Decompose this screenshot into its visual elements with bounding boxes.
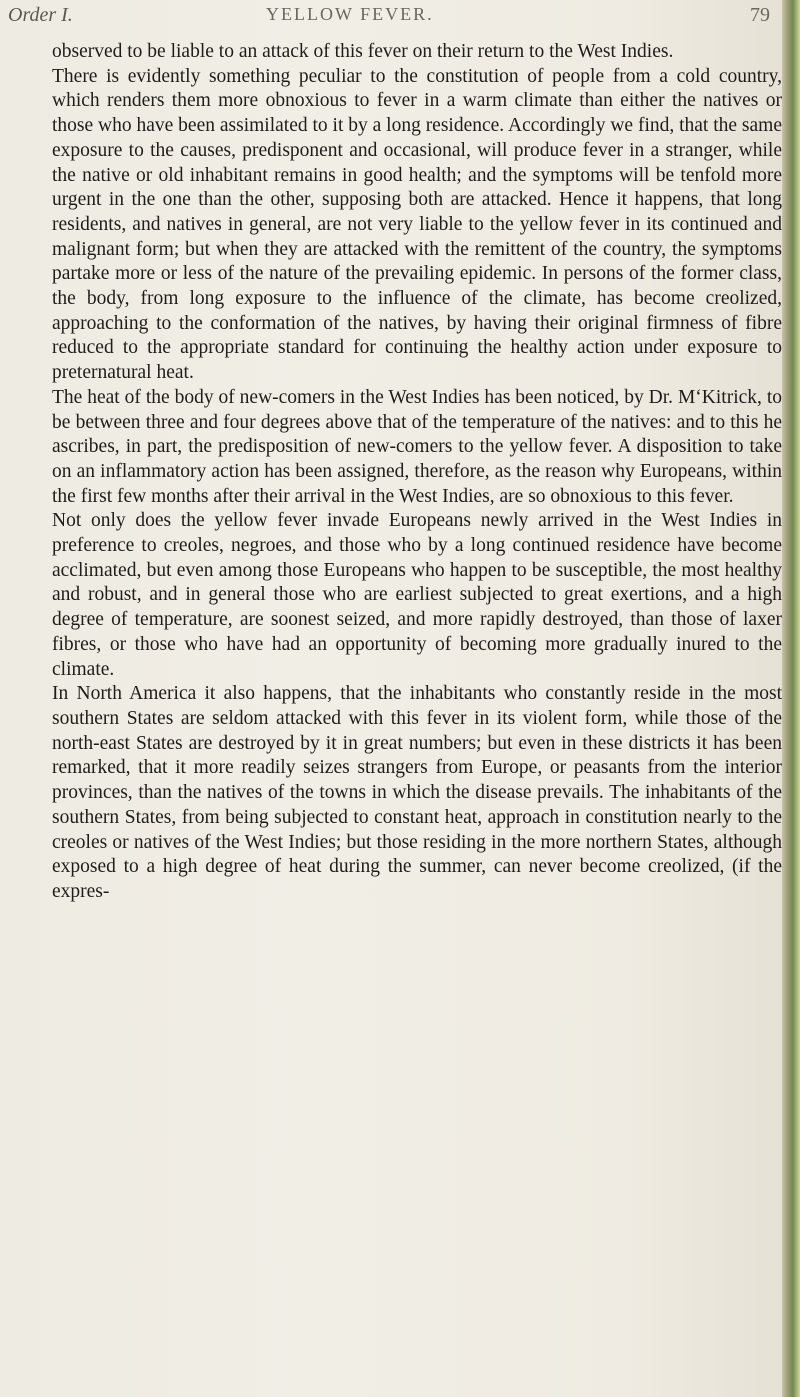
paragraph-body-heat: The heat of the body of new-comers in the West Indies has been noticed, by Dr. M‘Kitrick, to be between three and four degrees above that of the temperature of the natives: and to this he ascribes, in part, the predisposition of new-comers to the yellow fever. A disposition to take on an inflammatory action has been assigned, therefore, as the reason why Europeans, within the first few months after their arrival in the West Indies, are so obnoxious to this fever. xyxy=(52,386,782,507)
paragraph-north-america: In North America it also happens, that the inhabitants who constantly reside in the most southern States are seldom attacked with this fever in its violent form, while those of the north-east States are destroyed by it in great numbers; but even in these districts it has been remarked, that it more readily seizes strangers from Europe, or peasants from the interior provinces, than the natives of the towns in which the disease prevails. The inhabitants of the southern States, from being subjected to constant heat, approach in constitution nearly to the creoles or natives of the West Indies; but those residing in the more northern States, although exposed to a high degree of heat during the summer, can never become creolized, (if the expres- xyxy=(52,683,782,902)
running-head-section: Order I. xyxy=(8,4,73,26)
paragraph-europeans: Not only does the yellow fever invade Europeans newly arrived in the West Indies in preference to creoles, negroes, and those who by a long continued residence have become acclimated, but even among those Europeans who happen to be susceptible, the most healthy and robust, and in general those who are earliest subjected to great exertions, and a high degree of temperature, are soonest seized, and more rapidly destroyed, than those of laxer fibres, or those who have had an opportunity of becoming more gradually inured to the climate. xyxy=(52,510,782,680)
paragraph-constitution: There is evidently something peculiar to the constitution of people from a cold country, which renders them more obnoxious to fever in a warm climate than either the natives or those who have been assimilated to it by a long residence. Accordingly we find, that the same exposure to the causes, predisponent and occasional, will produce fever in a stranger, while the native or old inhabitant remains in good health; and the symptoms will be tenfold more urgent in the one than the other, supposing both are attacked. Hence it happens, that long residents, and natives in general, are not very liable to the yellow fever in its continued and malignant form; but when they are attacked with the remittent of the country, the symptoms partake more or less of the nature of the prevailing epidemic. In persons of the former class, the body, from long exposure to the influence of the climate, has become creolized, approaching to the conformation of the natives, by having their original firmness of fibre reduced to the appropriate standard for continuing the healthy action under exposure to preternatural heat. xyxy=(52,65,782,384)
running-head xyxy=(8,4,770,30)
book-spine-edge xyxy=(782,0,800,1397)
paragraph-continuation: observed to be liable to an attack of this fever on their return to the West Indies. xyxy=(52,41,674,62)
running-head-title: YELLOW FEVER. xyxy=(266,4,434,24)
body-text xyxy=(52,40,782,905)
page-number: 79 xyxy=(750,4,770,26)
